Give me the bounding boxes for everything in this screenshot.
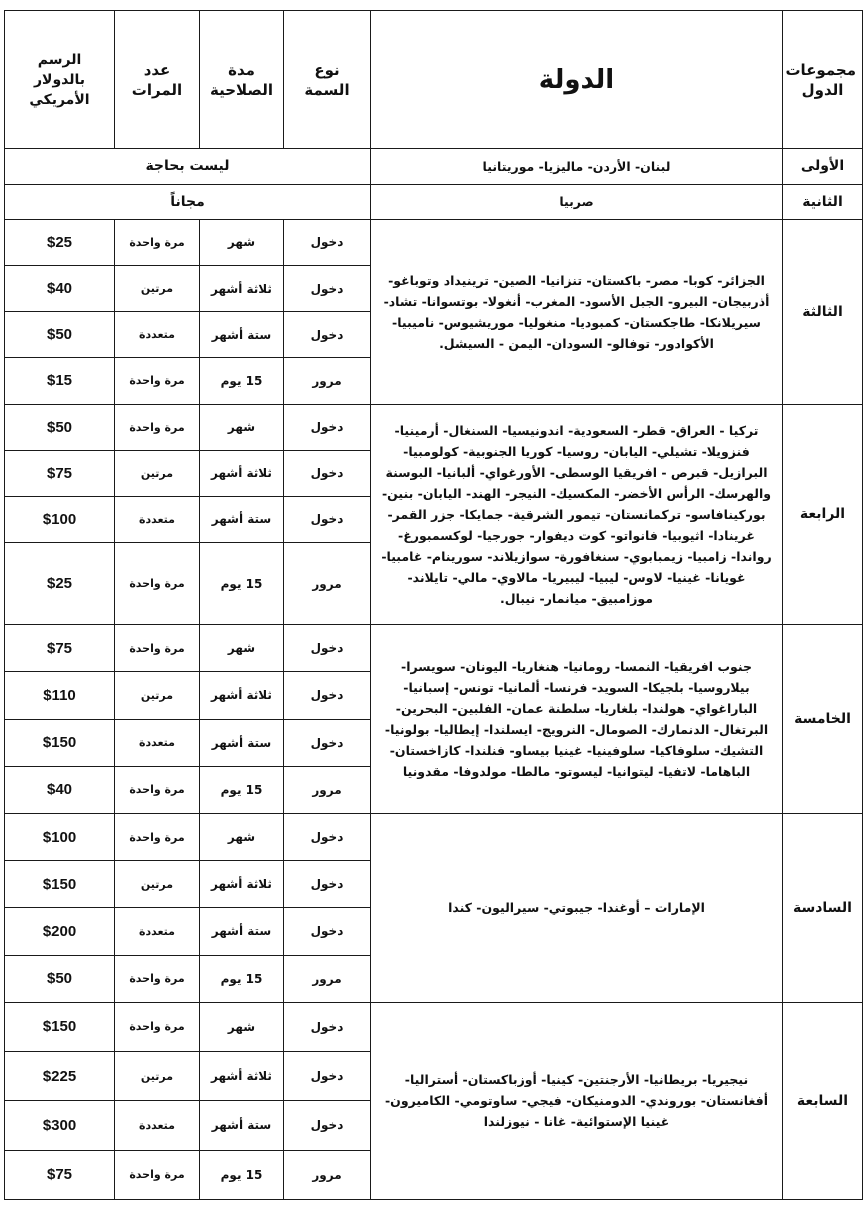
visa-type-cell: مرور: [284, 766, 371, 813]
validity-cell: 15 يوم: [200, 1150, 284, 1199]
visa-type-cell: دخول: [284, 1101, 371, 1150]
entries-cell: مرة واحدة: [115, 543, 200, 625]
entries-cell: مرة واحدة: [115, 358, 200, 404]
visa-type-cell: دخول: [284, 1002, 371, 1051]
fee-cell: $150: [5, 861, 115, 908]
group-name-cell: الأولى: [783, 149, 863, 185]
country-header: الدولة: [371, 11, 783, 149]
visa-type-cell: مرور: [284, 358, 371, 404]
group-name-cell: الخامسة: [783, 625, 863, 814]
validity-cell: 15 يوم: [200, 955, 284, 1002]
entries-cell: مرة واحدة: [115, 1150, 200, 1199]
group-name-cell: السابعة: [783, 1002, 863, 1199]
fee-cell: $200: [5, 908, 115, 955]
visa-type-cell: دخول: [284, 813, 371, 860]
visa-type-cell: دخول: [284, 1052, 371, 1101]
group-header: مجموعات الدول: [783, 11, 863, 149]
fee-cell: $225: [5, 1052, 115, 1101]
entries-cell: مرة واحدة: [115, 404, 200, 450]
table-row: [5, 184, 863, 219]
fee-cell: $25: [5, 219, 115, 265]
validity-cell: ثلاثة أشهر: [200, 265, 284, 311]
header-row: [5, 11, 863, 149]
entries-cell: متعددة: [115, 1101, 200, 1150]
visa-type-cell: مرور: [284, 1150, 371, 1199]
validity-cell: ثلاثة أشهر: [200, 672, 284, 719]
countries-cell: الجزائر- كوبا- مصر- باكستان- تنزانيا- الصين- ترينيداد وتوباغو- أذربيجان- البيرو- الجبل الأسود- المغرب- أنغولا- بوتسوانا- تشاد- سيريلانكا- طاجكستان- كمبوديا- منغوليا- موريشيوس- ناميبيا- الأكوادور- توفالو- السودان- اليمن - السيشل.: [371, 219, 783, 404]
entries-cell: متعددة: [115, 719, 200, 766]
validity-cell: ثلاثة أشهر: [200, 450, 284, 496]
group-name-cell: السادسة: [783, 813, 863, 1002]
fee-cell: $300: [5, 1101, 115, 1150]
countries-cell: تركيا - العراق- قطر- السعودية- اندونيسيا- السنغال- أرمينيا- فنزويلا- تشيلي- اليابان- روسيا- كوريا الجنوبية- كولومبيا- البرازيل- قبرص - افريقيا الوسطى- الأورغواي- ألبانيا- البوسنة والهرسك- الرأس الأخضر- المكسيك- النيجر- الهند- اليابان- بنين- بوركينافاسو- تركمانستان- تيمور الشرقية- جمايكا- جزر القمر- غرينادا- اثيوبيا- فانواتو- كوت ديفوار- جورجيا- لوكسمبورغ- رواندا- زامبيا- زيمبابوي- سنغافورة- سوازيلاند- سورينام- غامبيا- غويانا- غينيا- لاوس- ليبيا- ليبيريا- مالاوي- مالي- تايلاند- موزامبيق- ميانمار- نيبال.: [371, 404, 783, 625]
note-cell: مجاناً: [5, 184, 371, 219]
fee-cell: $100: [5, 813, 115, 860]
entries-cell: مرتين: [115, 672, 200, 719]
entries-cell: مرة واحدة: [115, 955, 200, 1002]
entries-cell: مرتين: [115, 265, 200, 311]
fee-cell: $25: [5, 543, 115, 625]
visa-type-cell: دخول: [284, 719, 371, 766]
fee-cell: $40: [5, 766, 115, 813]
entries-cell: متعددة: [115, 908, 200, 955]
fee-cell: $50: [5, 404, 115, 450]
visa-type-cell: دخول: [284, 404, 371, 450]
validity-header: مدة الصلاحية: [200, 11, 284, 149]
entries-cell: متعددة: [115, 496, 200, 542]
group-name-cell: الرابعة: [783, 404, 863, 625]
entries-cell: مرتين: [115, 1052, 200, 1101]
group-name-cell: الثالثة: [783, 219, 863, 404]
fee-cell: $75: [5, 450, 115, 496]
validity-cell: ثلاثة أشهر: [200, 861, 284, 908]
validity-cell: ستة أشهر: [200, 312, 284, 358]
fee-cell: $100: [5, 496, 115, 542]
validity-cell: شهر: [200, 625, 284, 672]
visa-type-cell: مرور: [284, 955, 371, 1002]
table-row: [5, 404, 863, 450]
table-row: [5, 1002, 863, 1051]
fee-cell: $40: [5, 265, 115, 311]
entries-cell: مرة واحدة: [115, 813, 200, 860]
entries-cell: مرة واحدة: [115, 625, 200, 672]
countries-cell: نيجيريا- بريطانيا- الأرجنتين- كينيا- أوزباكستان- أستراليا- أفغانستان- بوروندي- الدومنيكان- فيجي- ساوتومي- الكاميرون- غينيا الإستوائية- غانا - نيوزلندا: [371, 1002, 783, 1199]
visa-fee-table: [4, 10, 863, 1200]
group-name-cell: الثانية: [783, 184, 863, 219]
fee-cell: $150: [5, 1002, 115, 1051]
table-row: [5, 625, 863, 672]
validity-cell: شهر: [200, 1002, 284, 1051]
entries-cell: مرتين: [115, 450, 200, 496]
fee-cell: $110: [5, 672, 115, 719]
validity-cell: ثلاثة أشهر: [200, 1052, 284, 1101]
fee-cell: $15: [5, 358, 115, 404]
validity-cell: 15 يوم: [200, 543, 284, 625]
visa-type-cell: دخول: [284, 265, 371, 311]
table-row: [5, 219, 863, 265]
validity-cell: ستة أشهر: [200, 496, 284, 542]
validity-cell: 15 يوم: [200, 358, 284, 404]
table-row: [5, 813, 863, 860]
table-body: [5, 149, 863, 1200]
entries-cell: مرة واحدة: [115, 766, 200, 813]
visa-type-cell: مرور: [284, 543, 371, 625]
visa-type-cell: دخول: [284, 450, 371, 496]
visa-type-cell: دخول: [284, 312, 371, 358]
note-cell: ليست بحاجة: [5, 149, 371, 185]
validity-cell: ستة أشهر: [200, 908, 284, 955]
table-row: [5, 149, 863, 185]
validity-cell: شهر: [200, 813, 284, 860]
entries-cell: مرة واحدة: [115, 1002, 200, 1051]
entries-cell: متعددة: [115, 312, 200, 358]
visa-type-cell: دخول: [284, 908, 371, 955]
visa-type-header: نوع السمة: [284, 11, 371, 149]
visa-type-cell: دخول: [284, 861, 371, 908]
fee-header: الرسم بالدولار الأمريكي: [5, 11, 115, 149]
countries-cell: لبنان- الأردن- ماليزيا- موريتانيا: [371, 149, 783, 185]
countries-cell: صربيا: [371, 184, 783, 219]
countries-cell: الإمارات – أوغندا- جيبوتي- سيراليون- كندا: [371, 813, 783, 1002]
countries-cell: جنوب افريقيا- النمسا- رومانيا- هنغاريا- اليونان- سويسرا- بيلاروسيا- بلجيكا- السويد- فرنسا- ألمانيا- تونس- إسبانيا- الباراغواي- هولندا- بلغاريا- سلطنة عمان- الفلبين- البحرين- البرتغال- الدنمارك- الصومال- النرويج- ايسلندا- إيطاليا- بولونيا- التشيك- سلوفاكيا- سلوفينيا- غينيا بيساو- فنلندا- كازاخستان- الباهاما- لاتفيا- ليتوانيا- ليسوتو- مالطا- مولدوفا- مقدونيا: [371, 625, 783, 814]
fee-cell: $50: [5, 312, 115, 358]
fee-cell: $75: [5, 1150, 115, 1199]
visa-type-cell: دخول: [284, 672, 371, 719]
entries-header: عدد المرات: [115, 11, 200, 149]
entries-cell: مرتين: [115, 861, 200, 908]
fee-cell: $150: [5, 719, 115, 766]
validity-cell: شهر: [200, 219, 284, 265]
validity-cell: ستة أشهر: [200, 1101, 284, 1150]
validity-cell: شهر: [200, 404, 284, 450]
visa-type-cell: دخول: [284, 625, 371, 672]
fee-cell: $50: [5, 955, 115, 1002]
validity-cell: 15 يوم: [200, 766, 284, 813]
visa-type-cell: دخول: [284, 496, 371, 542]
visa-type-cell: دخول: [284, 219, 371, 265]
validity-cell: ستة أشهر: [200, 719, 284, 766]
fee-cell: $75: [5, 625, 115, 672]
entries-cell: مرة واحدة: [115, 219, 200, 265]
